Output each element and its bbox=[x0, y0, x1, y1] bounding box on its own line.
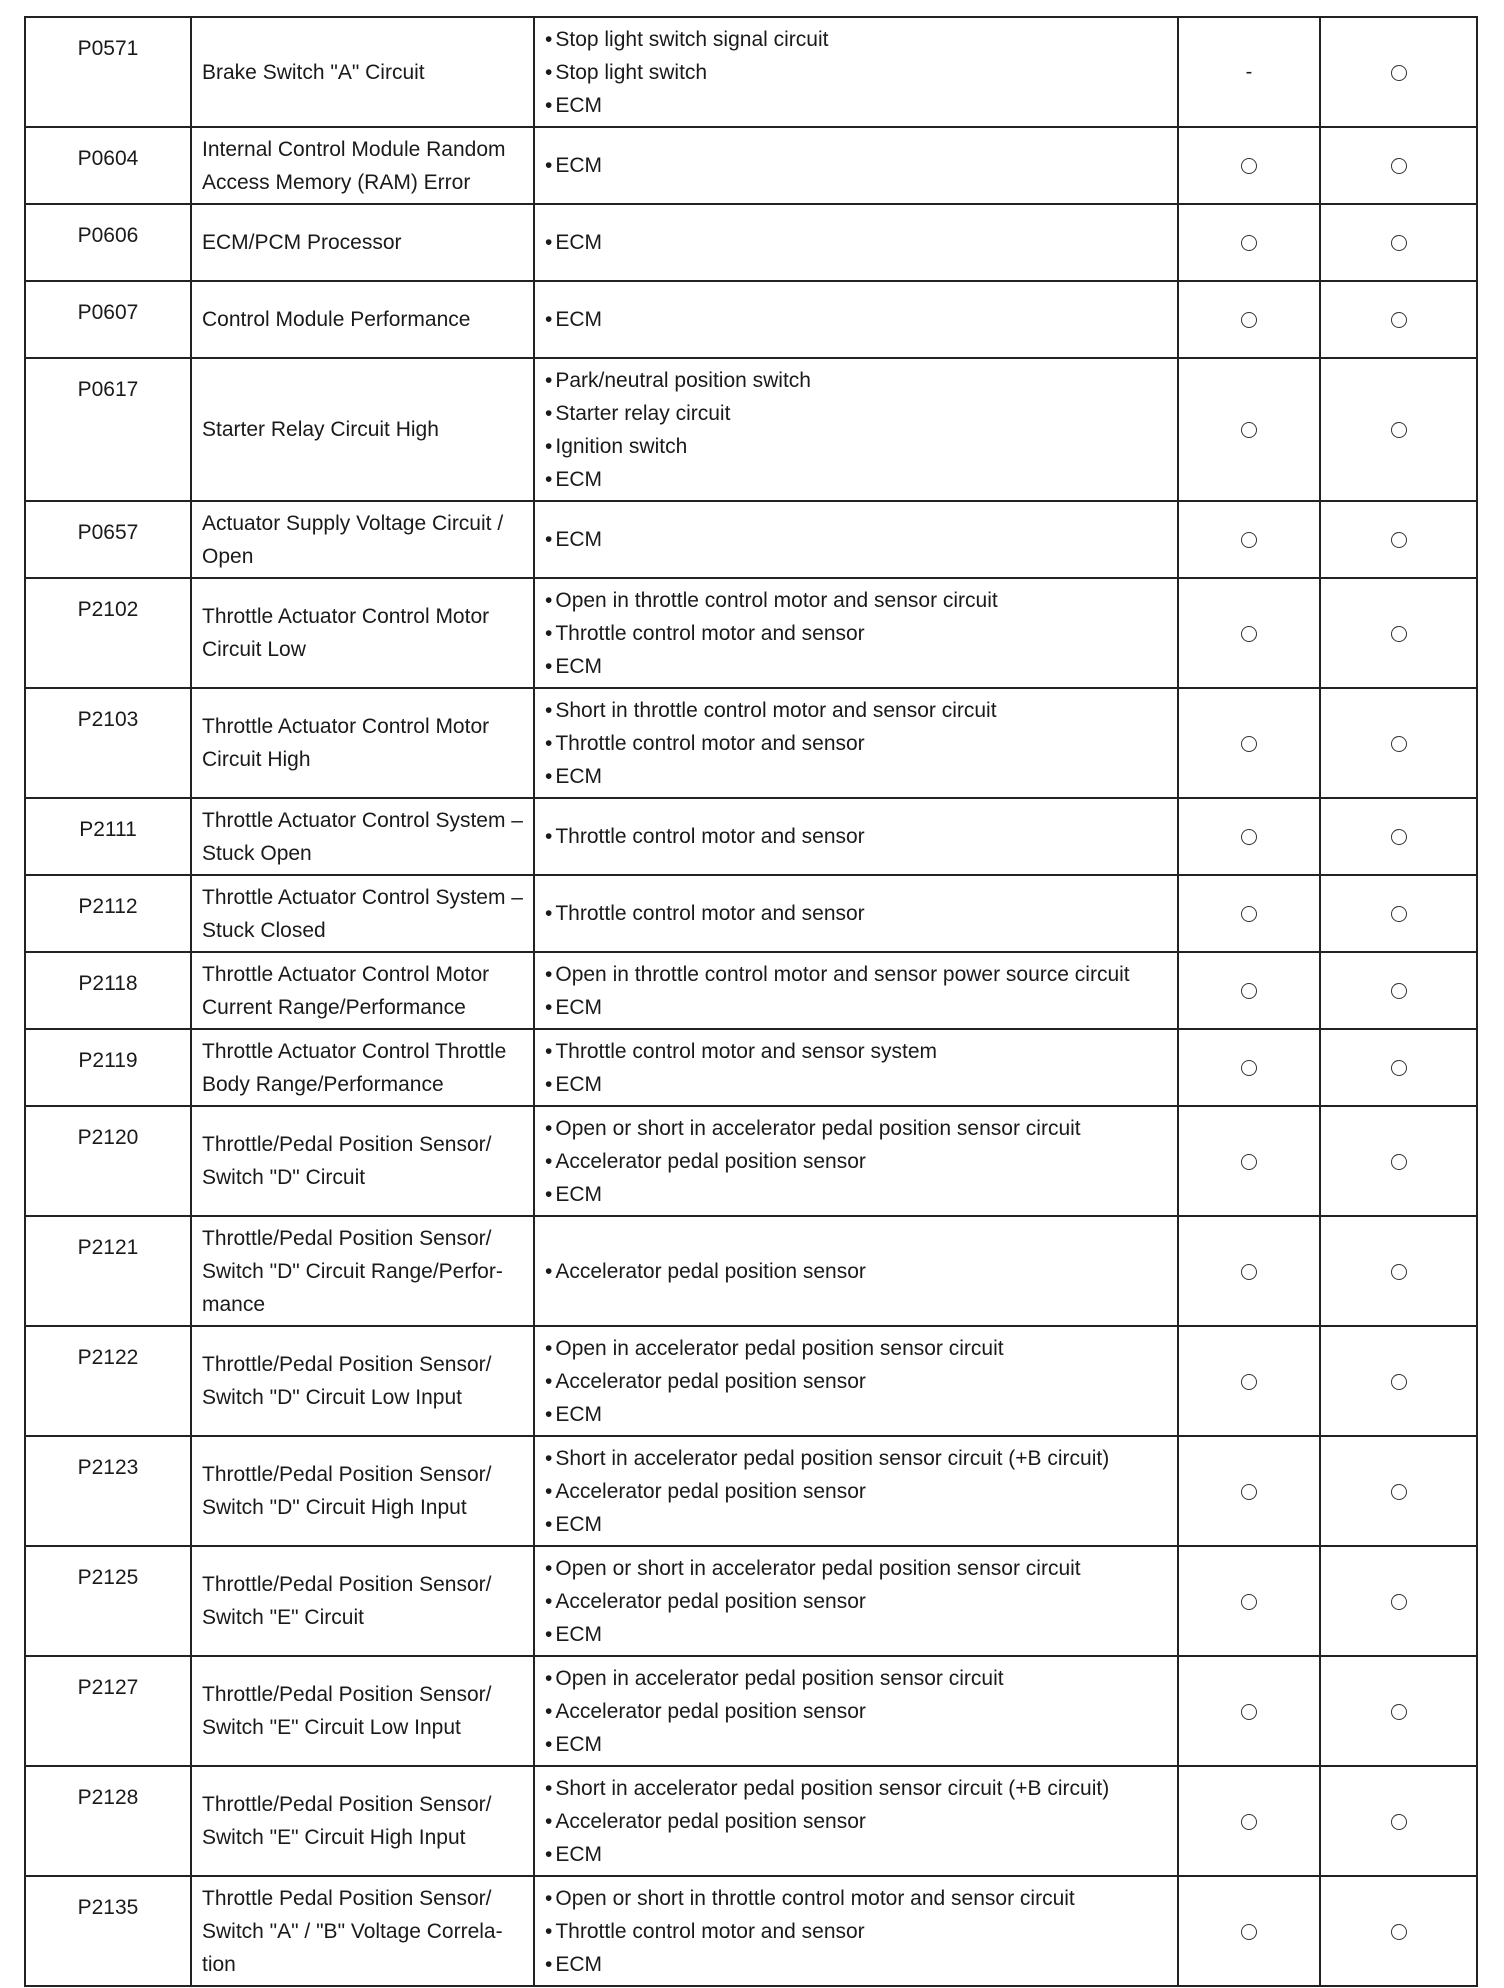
table-row bbox=[25, 1106, 1477, 1216]
mil-indicator bbox=[1178, 127, 1320, 204]
dtc-code: P2119 bbox=[25, 1029, 191, 1106]
circle-icon bbox=[1391, 736, 1407, 752]
circle-icon bbox=[1391, 422, 1407, 438]
detection-item: Throttle/Pedal Position Sensor/ Switch "D" Circuit bbox=[191, 1106, 534, 1216]
circle-icon bbox=[1391, 1374, 1407, 1390]
circle-icon bbox=[1241, 1264, 1257, 1280]
circle-icon bbox=[1391, 906, 1407, 922]
memory-indicator bbox=[1320, 1436, 1477, 1546]
dtc-code: P2102 bbox=[25, 578, 191, 688]
trouble-area-item: • ECM bbox=[545, 1838, 1167, 1871]
circle-icon bbox=[1391, 626, 1407, 642]
table-row bbox=[25, 688, 1477, 798]
memory-indicator bbox=[1320, 1216, 1477, 1326]
circle-icon bbox=[1391, 312, 1407, 328]
trouble-area-item: • ECM bbox=[545, 1068, 1167, 1101]
detection-item: Starter Relay Circuit High bbox=[191, 358, 534, 501]
trouble-area-item: • ECM bbox=[545, 1508, 1167, 1541]
mil-indicator bbox=[1178, 1766, 1320, 1876]
circle-icon bbox=[1241, 158, 1257, 174]
table-row bbox=[25, 1326, 1477, 1436]
table-row bbox=[25, 281, 1477, 358]
circle-icon bbox=[1241, 1374, 1257, 1390]
table-row bbox=[25, 798, 1477, 875]
memory-indicator bbox=[1320, 1876, 1477, 1986]
memory-indicator bbox=[1320, 875, 1477, 952]
mil-indicator bbox=[1178, 688, 1320, 798]
trouble-area bbox=[534, 1656, 1178, 1766]
dtc-code: P0607 bbox=[25, 281, 191, 358]
trouble-area-item: • Open or short in accelerator pedal position sensor circuit bbox=[545, 1552, 1167, 1585]
mil-indicator bbox=[1178, 1106, 1320, 1216]
detection-item: Throttle Actuator Control System – Stuck Closed bbox=[191, 875, 534, 952]
circle-icon bbox=[1241, 1484, 1257, 1500]
memory-indicator bbox=[1320, 281, 1477, 358]
trouble-area-item: • Accelerator pedal position sensor bbox=[545, 1255, 1167, 1288]
dtc-code: P0571 bbox=[25, 17, 191, 127]
circle-icon bbox=[1391, 1060, 1407, 1076]
memory-indicator bbox=[1320, 952, 1477, 1029]
trouble-area bbox=[534, 1029, 1178, 1106]
trouble-area bbox=[534, 204, 1178, 281]
detection-item: Throttle Actuator Control Throttle Body Range/Performance bbox=[191, 1029, 534, 1106]
dtc-code: P2123 bbox=[25, 1436, 191, 1546]
memory-indicator bbox=[1320, 358, 1477, 501]
detection-item: Control Module Performance bbox=[191, 281, 534, 358]
trouble-area-item: • Throttle control motor and sensor bbox=[545, 1915, 1167, 1948]
circle-icon bbox=[1241, 1924, 1257, 1940]
memory-indicator bbox=[1320, 1546, 1477, 1656]
circle-icon bbox=[1391, 1814, 1407, 1830]
trouble-area-item: • Throttle control motor and sensor system bbox=[545, 1035, 1167, 1068]
mil-indicator bbox=[1178, 578, 1320, 688]
dtc-code: P2122 bbox=[25, 1326, 191, 1436]
trouble-area-item: • Short in accelerator pedal position sensor circuit (+B circuit) bbox=[545, 1442, 1167, 1475]
dash-mark: - bbox=[1245, 61, 1253, 83]
memory-indicator bbox=[1320, 798, 1477, 875]
detection-item: Actuator Supply Voltage Circuit / Open bbox=[191, 501, 534, 578]
trouble-area-item: • ECM bbox=[545, 89, 1167, 122]
memory-indicator bbox=[1320, 1029, 1477, 1106]
trouble-area-item: • ECM bbox=[545, 149, 1167, 182]
memory-indicator bbox=[1320, 1326, 1477, 1436]
mil-indicator bbox=[1178, 204, 1320, 281]
detection-item: Throttle/Pedal Position Sensor/ Switch "D" Circuit Range/Perfor- mance bbox=[191, 1216, 534, 1326]
trouble-area-item: • Stop light switch bbox=[545, 56, 1167, 89]
trouble-area bbox=[534, 501, 1178, 578]
trouble-area-item: • ECM bbox=[545, 1948, 1167, 1981]
mil-indicator bbox=[1178, 798, 1320, 875]
memory-indicator bbox=[1320, 501, 1477, 578]
circle-icon bbox=[1241, 1154, 1257, 1170]
detection-item: Throttle/Pedal Position Sensor/ Switch "E" Circuit bbox=[191, 1546, 534, 1656]
circle-icon bbox=[1241, 626, 1257, 642]
mil-indicator bbox=[1178, 281, 1320, 358]
table-row bbox=[25, 1029, 1477, 1106]
mil-indicator bbox=[1178, 1029, 1320, 1106]
trouble-area-item: • Throttle control motor and sensor bbox=[545, 727, 1167, 760]
trouble-area-item: • Open in throttle control motor and sensor power source circuit bbox=[545, 958, 1167, 991]
trouble-area bbox=[534, 1546, 1178, 1656]
dtc-code: P2120 bbox=[25, 1106, 191, 1216]
trouble-area-item: • Park/neutral position switch bbox=[545, 364, 1167, 397]
trouble-area bbox=[534, 17, 1178, 127]
dtc-code: P2135 bbox=[25, 1876, 191, 1986]
trouble-area-item: • Ignition switch bbox=[545, 430, 1167, 463]
detection-item: Throttle/Pedal Position Sensor/ Switch "E" Circuit High Input bbox=[191, 1766, 534, 1876]
circle-icon bbox=[1391, 1264, 1407, 1280]
mil-indicator bbox=[1178, 1436, 1320, 1546]
trouble-area bbox=[534, 281, 1178, 358]
trouble-area-item: • ECM bbox=[545, 226, 1167, 259]
circle-icon bbox=[1391, 1154, 1407, 1170]
circle-icon bbox=[1241, 1704, 1257, 1720]
table-row bbox=[25, 17, 1477, 127]
trouble-area-item: • ECM bbox=[545, 1178, 1167, 1211]
trouble-area-item: • ECM bbox=[545, 1398, 1167, 1431]
table-row bbox=[25, 578, 1477, 688]
circle-icon bbox=[1241, 532, 1257, 548]
mil-indicator bbox=[1178, 1656, 1320, 1766]
circle-icon bbox=[1241, 422, 1257, 438]
memory-indicator bbox=[1320, 127, 1477, 204]
trouble-area-item: • Open or short in accelerator pedal position sensor circuit bbox=[545, 1112, 1167, 1145]
trouble-area-item: • Short in throttle control motor and sensor circuit bbox=[545, 694, 1167, 727]
circle-icon bbox=[1241, 1814, 1257, 1830]
trouble-area bbox=[534, 688, 1178, 798]
trouble-area-item: • Accelerator pedal position sensor bbox=[545, 1145, 1167, 1178]
detection-item: Throttle Actuator Control System – Stuck Open bbox=[191, 798, 534, 875]
trouble-area-item: • Stop light switch signal circuit bbox=[545, 23, 1167, 56]
circle-icon bbox=[1241, 736, 1257, 752]
circle-icon bbox=[1241, 312, 1257, 328]
detection-item: Throttle Pedal Position Sensor/ Switch "A" / "B" Voltage Correla- tion bbox=[191, 1876, 534, 1986]
dtc-code: P0606 bbox=[25, 204, 191, 281]
dtc-code: P2118 bbox=[25, 952, 191, 1029]
circle-icon bbox=[1241, 235, 1257, 251]
table-row bbox=[25, 952, 1477, 1029]
trouble-area-item: • Open in accelerator pedal position sensor circuit bbox=[545, 1662, 1167, 1695]
dtc-table bbox=[24, 16, 1478, 1987]
detection-item: Throttle/Pedal Position Sensor/ Switch "E" Circuit Low Input bbox=[191, 1656, 534, 1766]
trouble-area-item: • ECM bbox=[545, 303, 1167, 336]
table-row bbox=[25, 1766, 1477, 1876]
trouble-area bbox=[534, 1106, 1178, 1216]
dtc-code: P2127 bbox=[25, 1656, 191, 1766]
dtc-code: P2121 bbox=[25, 1216, 191, 1326]
trouble-area-item: • Throttle control motor and sensor bbox=[545, 617, 1167, 650]
trouble-area-item: • Open in throttle control motor and sensor circuit bbox=[545, 584, 1167, 617]
trouble-area bbox=[534, 875, 1178, 952]
trouble-area-item: • ECM bbox=[545, 1728, 1167, 1761]
trouble-area bbox=[534, 798, 1178, 875]
detection-item: Throttle Actuator Control Motor Circuit High bbox=[191, 688, 534, 798]
trouble-area-item: • Accelerator pedal position sensor bbox=[545, 1695, 1167, 1728]
table-row bbox=[25, 501, 1477, 578]
circle-icon bbox=[1391, 1594, 1407, 1610]
trouble-area-item: • Open or short in throttle control motor and sensor circuit bbox=[545, 1882, 1167, 1915]
trouble-area-item: • Starter relay circuit bbox=[545, 397, 1167, 430]
trouble-area-item: • ECM bbox=[545, 760, 1167, 793]
memory-indicator bbox=[1320, 1766, 1477, 1876]
mil-indicator bbox=[1178, 17, 1320, 127]
table-row bbox=[25, 358, 1477, 501]
trouble-area bbox=[534, 1766, 1178, 1876]
circle-icon bbox=[1241, 1060, 1257, 1076]
table-row bbox=[25, 127, 1477, 204]
trouble-area-item: • Accelerator pedal position sensor bbox=[545, 1475, 1167, 1508]
circle-icon bbox=[1241, 829, 1257, 845]
circle-icon bbox=[1391, 158, 1407, 174]
table-row bbox=[25, 204, 1477, 281]
trouble-area bbox=[534, 1876, 1178, 1986]
circle-icon bbox=[1241, 906, 1257, 922]
circle-icon bbox=[1391, 1704, 1407, 1720]
dtc-code: P2125 bbox=[25, 1546, 191, 1656]
detection-item: Internal Control Module Random Access Memory (RAM) Error bbox=[191, 127, 534, 204]
table-row bbox=[25, 1216, 1477, 1326]
dtc-code: P0657 bbox=[25, 501, 191, 578]
circle-icon bbox=[1391, 235, 1407, 251]
trouble-area-item: • Accelerator pedal position sensor bbox=[545, 1365, 1167, 1398]
memory-indicator bbox=[1320, 1106, 1477, 1216]
dtc-code: P0617 bbox=[25, 358, 191, 501]
detection-item: Throttle/Pedal Position Sensor/ Switch "D" Circuit Low Input bbox=[191, 1326, 534, 1436]
trouble-area-item: • ECM bbox=[545, 523, 1167, 556]
dtc-code: P2111 bbox=[25, 798, 191, 875]
circle-icon bbox=[1391, 65, 1407, 81]
circle-icon bbox=[1391, 1924, 1407, 1940]
circle-icon bbox=[1391, 829, 1407, 845]
mil-indicator bbox=[1178, 1326, 1320, 1436]
detection-item: Throttle Actuator Control Motor Circuit Low bbox=[191, 578, 534, 688]
trouble-area-item: • ECM bbox=[545, 1618, 1167, 1651]
detection-item: Throttle Actuator Control Motor Current Range/Performance bbox=[191, 952, 534, 1029]
mil-indicator bbox=[1178, 1876, 1320, 1986]
trouble-area-item: • Accelerator pedal position sensor bbox=[545, 1805, 1167, 1838]
circle-icon bbox=[1391, 532, 1407, 548]
dtc-code: P2112 bbox=[25, 875, 191, 952]
trouble-area-item: • Open in accelerator pedal position sensor circuit bbox=[545, 1332, 1167, 1365]
trouble-area-item: • Short in accelerator pedal position sensor circuit (+B circuit) bbox=[545, 1772, 1167, 1805]
circle-icon bbox=[1241, 983, 1257, 999]
trouble-area bbox=[534, 1216, 1178, 1326]
dtc-code: P2103 bbox=[25, 688, 191, 798]
memory-indicator bbox=[1320, 17, 1477, 127]
trouble-area-item: • Throttle control motor and sensor bbox=[545, 820, 1167, 853]
mil-indicator bbox=[1178, 358, 1320, 501]
trouble-area bbox=[534, 127, 1178, 204]
mil-indicator bbox=[1178, 1216, 1320, 1326]
dtc-code: P2128 bbox=[25, 1766, 191, 1876]
memory-indicator bbox=[1320, 204, 1477, 281]
trouble-area bbox=[534, 578, 1178, 688]
table-row bbox=[25, 1876, 1477, 1986]
trouble-area-item: • Accelerator pedal position sensor bbox=[545, 1585, 1167, 1618]
trouble-area bbox=[534, 1436, 1178, 1546]
mil-indicator bbox=[1178, 1546, 1320, 1656]
detection-item: ECM/PCM Processor bbox=[191, 204, 534, 281]
mil-indicator bbox=[1178, 952, 1320, 1029]
table-row bbox=[25, 875, 1477, 952]
trouble-area-item: • ECM bbox=[545, 991, 1167, 1024]
trouble-area-item: • ECM bbox=[545, 463, 1167, 496]
detection-item: Brake Switch "A" Circuit bbox=[191, 17, 534, 127]
mil-indicator bbox=[1178, 501, 1320, 578]
memory-indicator bbox=[1320, 688, 1477, 798]
detection-item: Throttle/Pedal Position Sensor/ Switch "D" Circuit High Input bbox=[191, 1436, 534, 1546]
memory-indicator bbox=[1320, 578, 1477, 688]
trouble-area bbox=[534, 952, 1178, 1029]
table-row bbox=[25, 1656, 1477, 1766]
circle-icon bbox=[1241, 1594, 1257, 1610]
memory-indicator bbox=[1320, 1656, 1477, 1766]
dtc-table-body bbox=[25, 17, 1477, 1986]
circle-icon bbox=[1391, 1484, 1407, 1500]
trouble-area bbox=[534, 1326, 1178, 1436]
trouble-area-item: • Throttle control motor and sensor bbox=[545, 897, 1167, 930]
dtc-code: P0604 bbox=[25, 127, 191, 204]
mil-indicator bbox=[1178, 875, 1320, 952]
circle-icon bbox=[1391, 983, 1407, 999]
table-row bbox=[25, 1436, 1477, 1546]
trouble-area bbox=[534, 358, 1178, 501]
table-row bbox=[25, 1546, 1477, 1656]
trouble-area-item: • ECM bbox=[545, 650, 1167, 683]
